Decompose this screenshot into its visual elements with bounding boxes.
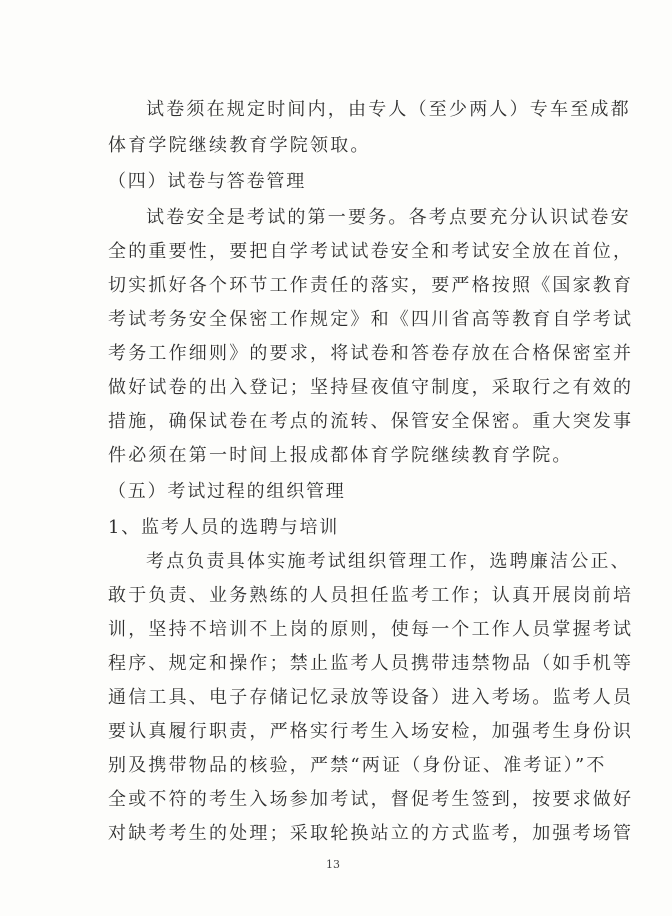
page-number: 13: [326, 858, 340, 871]
body-text-line: 通信工具、电子存储记忆录放等设备）进入考场。监考人员: [108, 687, 634, 708]
body-text-line: 做好试卷的出入登记；坚持昼夜值守制度，采取行之有效的: [108, 377, 634, 398]
body-text-line: 试卷安全是考试的第一要务。各考点要充分认识试卷安: [146, 207, 631, 228]
body-text-line: 全或不符的考生入场参加考试，督促考生签到，按要求做好: [108, 789, 634, 810]
body-text-line: 措施，确保试卷在考点的流转、保管安全保密。重大突发事: [108, 411, 634, 432]
body-text-line: 对缺考考生的处理；采取轮换站立的方式监考，加强考场管: [108, 823, 634, 844]
section-heading: （四）试卷与答卷管理: [108, 171, 306, 192]
body-text-line: 全的重要性，要把自学考试试卷安全和考试安全放在首位，: [108, 241, 634, 262]
body-text-line: 件必须在第一时间上报成都体育学院继续教育学院。: [108, 445, 573, 466]
body-text-line: 考试考务安全保密工作规定》和《四川省高等教育自学考试: [108, 309, 634, 330]
subsection-heading: 1、监考人员的选聘与培训: [108, 517, 340, 538]
body-text-line: 别及携带物品的核验，严禁“两证（身份证、准考证）”不: [108, 755, 607, 776]
body-text-line: 体育学院继续教育学院领取。: [108, 135, 371, 156]
body-text-line: 考务工作细则》的要求，将试卷和答卷存放在合格保密室并: [108, 343, 634, 364]
body-text-line: 训，坚持不培训不上岗的原则，使每一个工作人员掌握考试: [108, 619, 634, 640]
body-text-line: 试卷须在规定时间内，由专人（至少两人）专车至成都: [146, 99, 631, 120]
body-text-line: 切实抓好各个环节工作责任的落实，要严格按照《国家教育: [108, 275, 634, 296]
body-text-line: 程序、规定和操作；禁止监考人员携带违禁物品（如手机等: [108, 653, 634, 674]
body-text-line: 要认真履行职责，严格实行考生入场安检，加强考生身份识: [108, 721, 634, 742]
section-heading: （五）考试过程的组织管理: [108, 481, 346, 502]
body-text-line: 敢于负责、业务熟练的人员担任监考工作；认真开展岗前培: [108, 585, 634, 606]
body-text-line: 考点负责具体实施考试组织管理工作，选聘廉洁公正、: [146, 551, 631, 572]
